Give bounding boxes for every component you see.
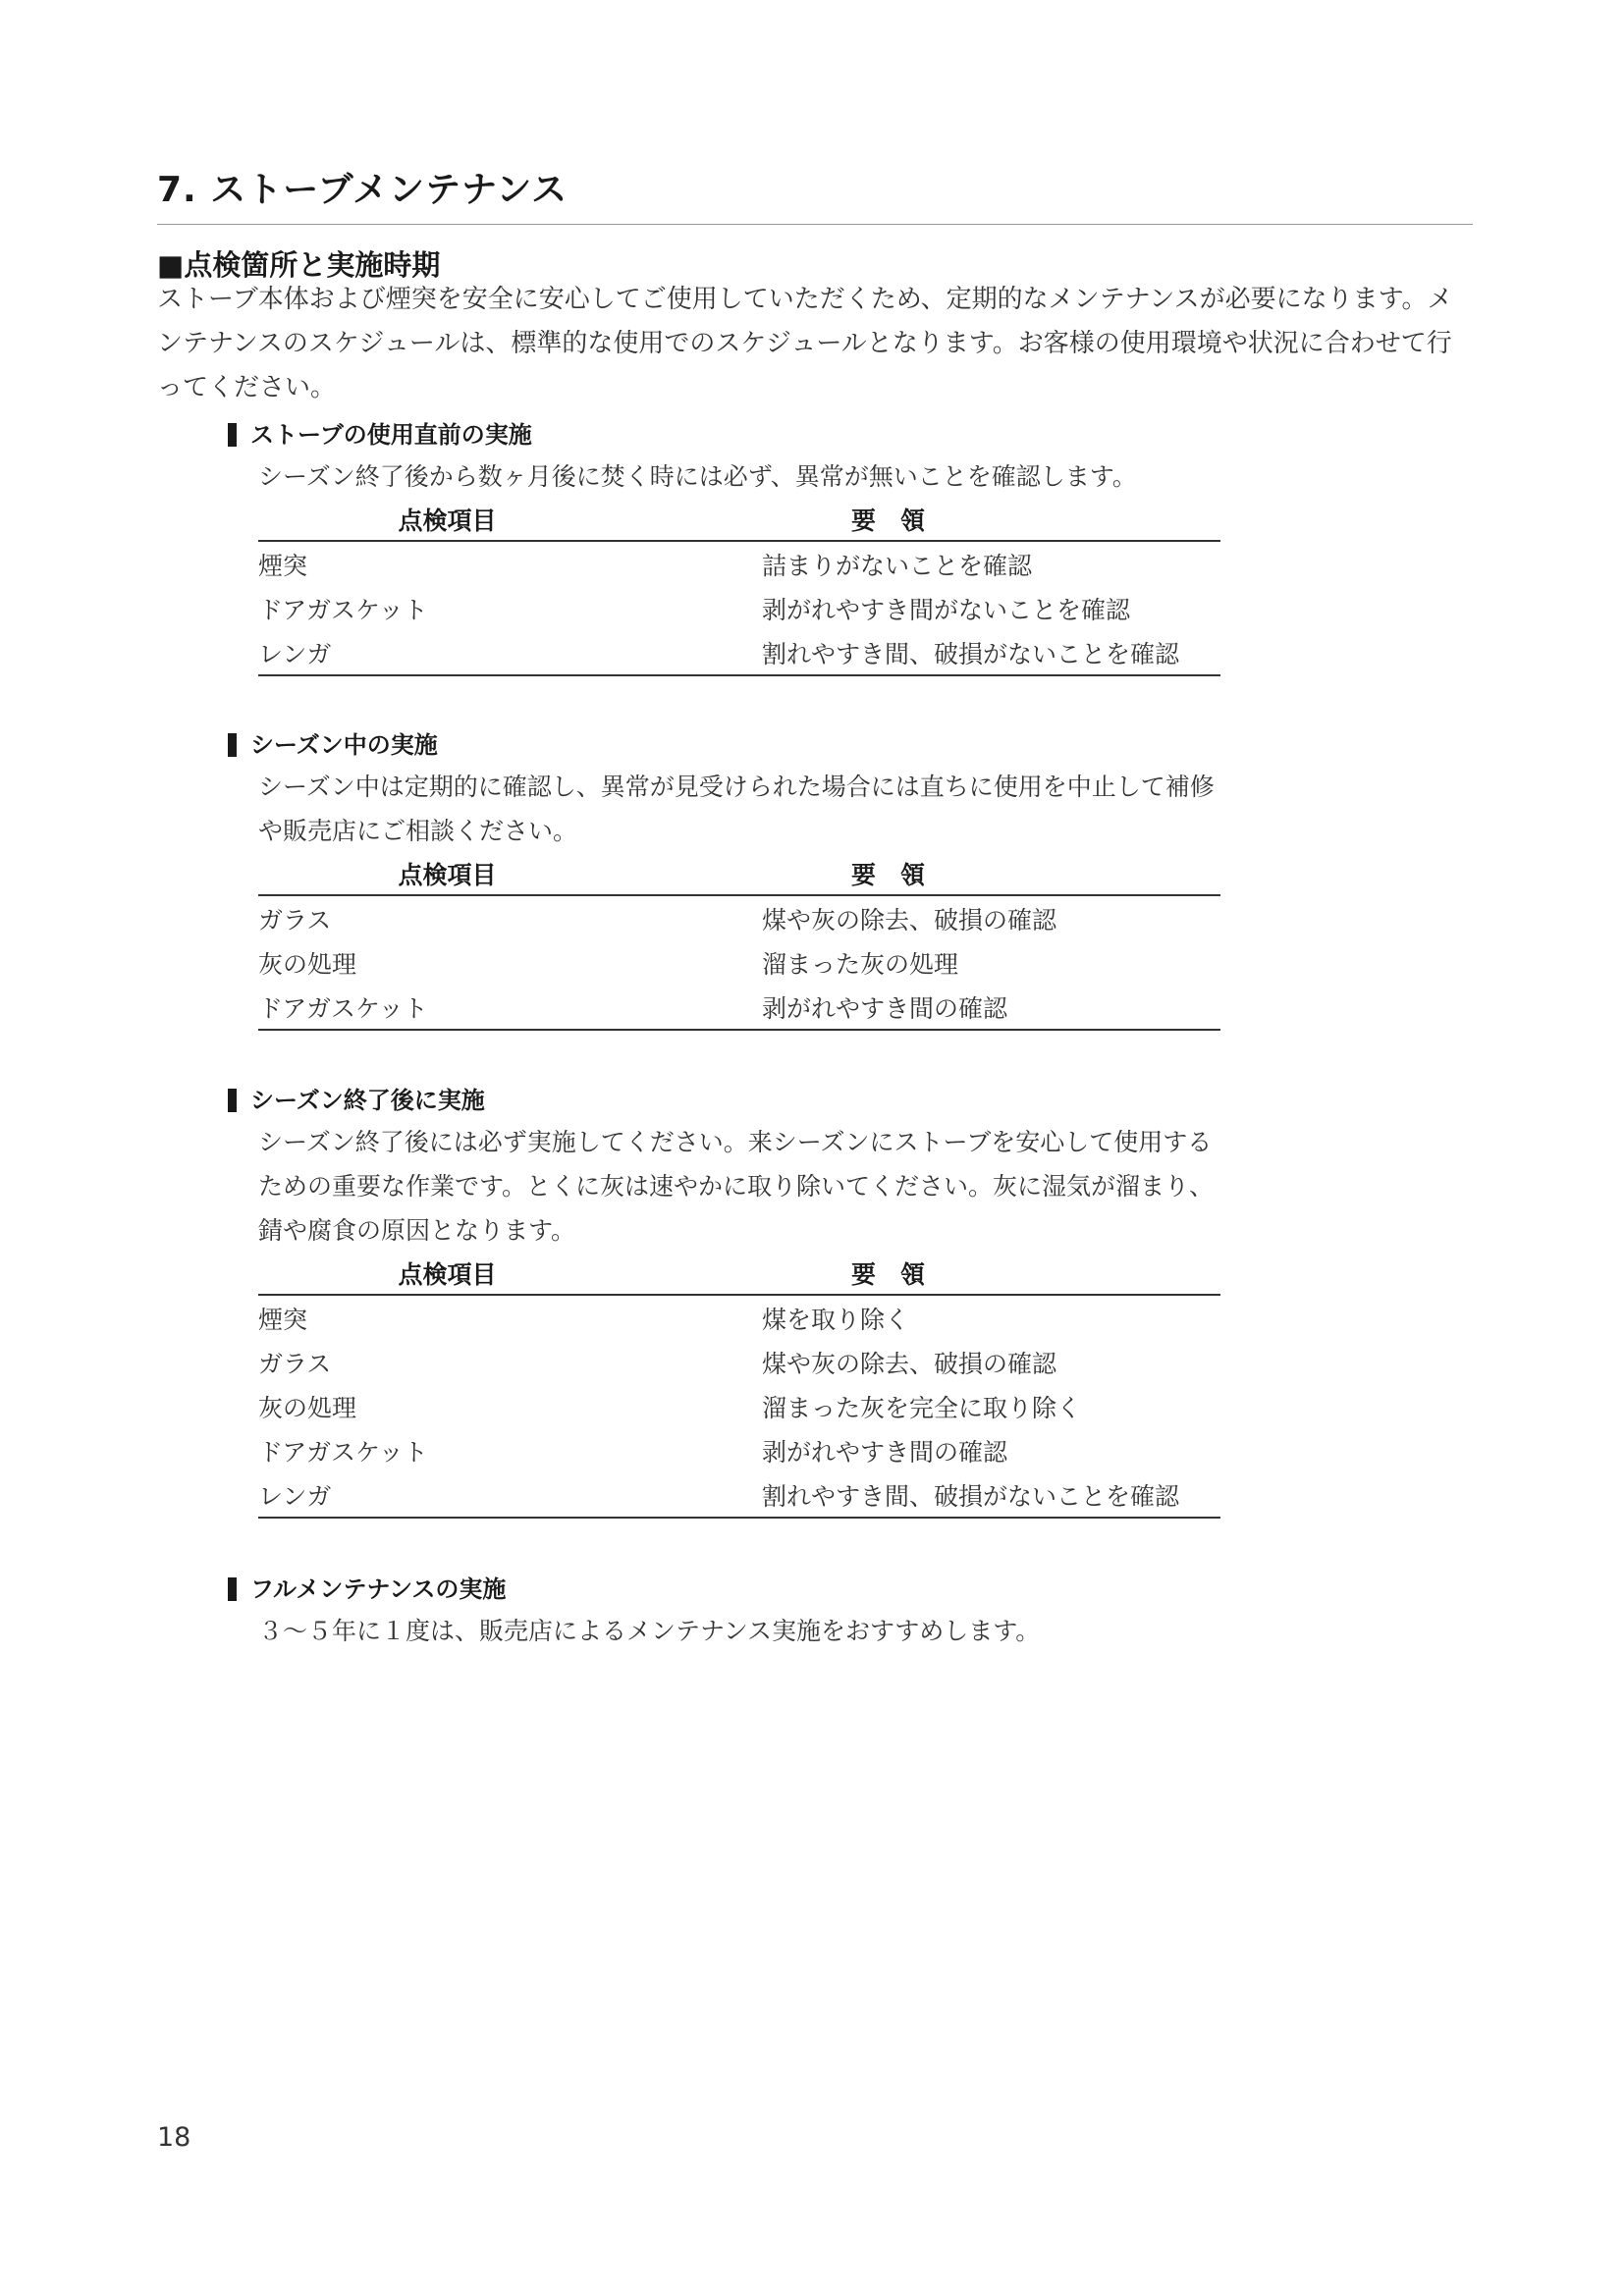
table-header-row (258, 853, 1220, 895)
table-cell-item: ガラス (258, 1349, 332, 1378)
column-header-item: 点検項目 (258, 499, 762, 541)
table-cell-item: ドアガスケット (258, 1437, 428, 1467)
table-header-row (258, 1253, 1220, 1295)
subsection-description: ３～５年に１度は、販売店によるメンテナンス実施をおすすめします。 (258, 1617, 1041, 1645)
subsection-description: シーズン中は定期的に確認し、異常が見受けられた場合には直ちに使用を中止して補修や販売店にご相談ください。 (258, 773, 1215, 845)
table-row (258, 630, 1220, 675)
table-row (258, 586, 1220, 630)
table-cell-item: 煙突 (258, 1305, 308, 1334)
table-cell-procedure: 煤を取り除く (762, 1305, 910, 1334)
table-cell-procedure: 煤や灰の除去、破損の確認 (762, 905, 1057, 934)
heading-bar-marker (228, 1577, 237, 1601)
intro-paragraph: ストーブ本体および煙突を安全に安心してご使用していただくため、定期的なメンテナンスが必要になります。メンテナンスのスケジュールは、標準的な使用でのスケジュールとなります。お客様の使用環境や状況に合わせて行ってください。 (157, 285, 1453, 402)
section-heading: ■点検箇所と実施時期 (157, 248, 441, 282)
table-cell-item: レンガ (258, 1472, 762, 1518)
table-cell-procedure: 剥がれやすき間の確認 (762, 985, 1220, 1030)
page-number: 18 (157, 2122, 191, 2153)
table-row (258, 1472, 1220, 1518)
table-cell-item: レンガ (258, 630, 762, 675)
inspection-table (258, 1253, 1220, 1519)
table-cell-procedure: 剥がれやすき間の確認 (762, 1437, 1008, 1467)
table-cell-item: 煙突 (258, 551, 308, 580)
subsection-description: シーズン終了後から数ヶ月後に焚く時には必ず、異常が無いことを確認します。 (258, 462, 1137, 491)
column-header-procedure: 要 領 (762, 499, 1220, 541)
table-row (258, 1384, 1220, 1428)
subsection-heading-text: ストーブの使用直前の実施 (250, 421, 532, 449)
inspection-table (258, 853, 1220, 1031)
table-cell-procedure: 溜まった灰の処理 (762, 949, 959, 979)
table-cell-item: 灰の処理 (258, 1393, 357, 1422)
table-header-row (258, 499, 1220, 541)
heading-bar-marker (228, 423, 237, 447)
subsection-heading (228, 1570, 1219, 1609)
table-cell-item: 灰の処理 (258, 949, 357, 979)
heading-bar-marker (228, 733, 237, 757)
chapter-title: 7. ストーブメンテナンス (157, 167, 1473, 225)
subsection-heading-text: フルメンテナンスの実施 (250, 1575, 507, 1603)
table-cell-procedure: 詰まりがないことを確認 (762, 551, 1033, 580)
subsection-after-season (228, 1081, 1219, 1519)
subsection-full-maintenance (228, 1570, 1219, 1653)
table-cell-item: ガラス (258, 905, 332, 934)
table-row (258, 541, 1220, 586)
table-row (258, 1340, 1220, 1384)
table-cell-item: ドアガスケット (258, 985, 762, 1030)
subsection-heading (228, 1081, 1219, 1120)
table-row (258, 940, 1220, 985)
table-cell-procedure: 割れやすき間、破損がないことを確認 (762, 1472, 1220, 1518)
table-cell-procedure: 割れやすき間、破損がないことを確認 (762, 630, 1220, 675)
table-cell-procedure: 剥がれやすき間がないことを確認 (762, 595, 1131, 624)
table-row (258, 1428, 1220, 1472)
table-row (258, 1295, 1220, 1340)
table-row (258, 985, 1220, 1030)
table-cell-procedure: 煤や灰の除去、破損の確認 (762, 1349, 1057, 1378)
column-header-procedure: 要 領 (762, 853, 1220, 895)
heading-bar-marker (228, 1089, 237, 1112)
column-header-item: 点検項目 (258, 853, 762, 895)
inspection-table (258, 499, 1220, 676)
column-header-item: 点検項目 (258, 1253, 762, 1295)
subsection-heading-text: シーズン中の実施 (250, 731, 438, 759)
subsection-heading (228, 725, 1219, 765)
subsection-heading (228, 415, 1219, 454)
table-cell-procedure: 溜まった灰を完全に取り除く (762, 1393, 1082, 1422)
subsection-description: シーズン終了後には必ず実施してください。来シーズンにストーブを安心して使用するための重要な作業です。とくに灰は速やかに取り除いてください。灰に湿気が溜まり、錆や腐食の原因となります。 (258, 1128, 1215, 1245)
subsection-heading-text: シーズン終了後に実施 (250, 1087, 485, 1114)
column-header-procedure: 要 領 (762, 1253, 1220, 1295)
subsection-before-use (228, 415, 1219, 676)
table-cell-item: ドアガスケット (258, 595, 428, 624)
subsection-during-season (228, 725, 1219, 1031)
table-row (258, 895, 1220, 940)
